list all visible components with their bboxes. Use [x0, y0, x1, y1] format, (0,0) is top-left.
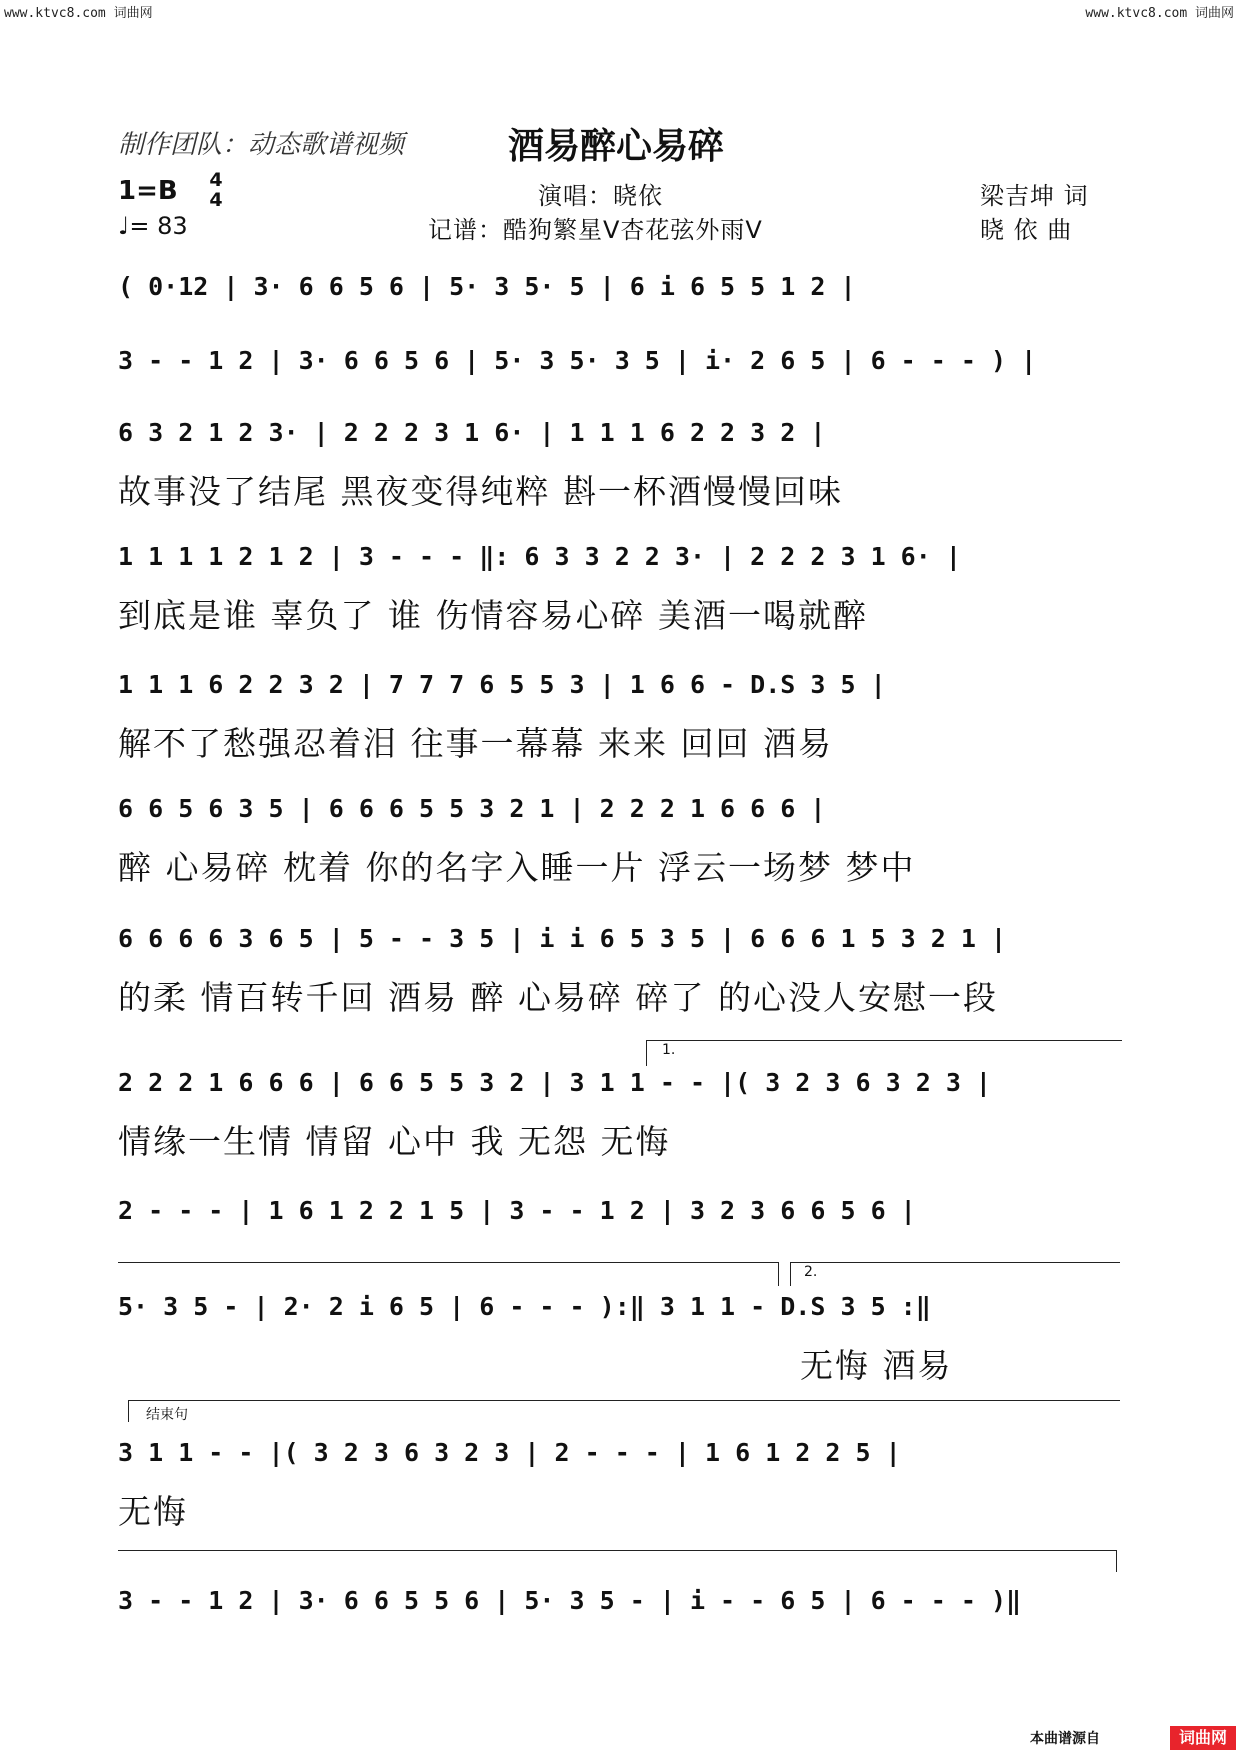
notes-row-7: 6 6 6 6 3 6 5 | 5 - - 3 5 | i i 6 5 3 5 | 6 6 6 1 5 3 2 1 | — [118, 924, 1007, 953]
volta-2-bracket — [790, 1262, 1120, 1263]
notes-row-10: 5· 3 5 - | 2· 2 i 6 5 | 6 - - - ):‖ 3 1 1 - D.S 3 5 :‖ — [118, 1292, 931, 1321]
repeat-bracket-edge — [778, 1262, 779, 1286]
production-credits: 制作团队：动态歌谱视频 — [118, 130, 405, 160]
lyrics-row-3: 故事没了结尾 黑夜变得纯粹 斟一杯酒慢慢回味 — [118, 472, 843, 511]
notes-row-11: 3 1 1 - - |( 3 2 3 6 3 2 3 | 2 - - - | 1 6 1 2 2 5 | — [118, 1438, 901, 1467]
volta-1-bracket-edge — [646, 1040, 647, 1066]
site-watermark-right: www.ktvc8.com 词曲网 — [1085, 6, 1234, 21]
notes-row-9: 2 - - - | 1 6 1 2 2 1 5 | 3 - - 1 2 | 3 2 3 6 6 5 6 | — [118, 1196, 916, 1225]
lyrics-row-4: 到底是谁 辜负了 谁 伤情容易心碎 美酒一喝就醉 — [118, 596, 868, 635]
lyricist: 梁吉坤 词 — [980, 182, 1089, 210]
song-title: 酒易醉心易碎 — [508, 126, 725, 167]
tempo-value: = 83 — [129, 212, 188, 240]
key-signature: 1=B — [118, 176, 178, 206]
final-bracket — [118, 1550, 1116, 1551]
coda-bracket-edge — [128, 1400, 129, 1422]
notes-row-3: 6 3 2 1 2 3· | 2 2 2 3 1 6· | 1 1 1 6 2 2 3 2 | — [118, 418, 826, 447]
coda-label: 结束句 — [146, 1407, 188, 1423]
volta-1-bracket — [646, 1040, 1122, 1041]
volta-2-label: 2. — [804, 1264, 818, 1280]
lyrics-row-6: 醉 心易碎 枕着 你的名字入睡一片 浮云一场梦 梦中 — [118, 848, 916, 887]
time-signature-bottom: 4 — [209, 189, 223, 211]
lyrics-row-7: 的柔 情百转千回 酒易 醉 心易碎 碎了 的心没人安慰一段 — [118, 978, 998, 1017]
lyrics-row-8: 情缘一生情 情留 心中 我 无怨 无悔 — [118, 1122, 671, 1161]
composer: 晓 依 曲 — [980, 216, 1073, 244]
final-bracket-edge — [1116, 1550, 1117, 1572]
notes-row-12: 3 - - 1 2 | 3· 6 6 5 5 6 | 5· 3 5 - | i - - 6 5 | 6 - - - )‖ — [118, 1586, 1022, 1615]
quarter-note-icon: ♩ — [118, 212, 130, 240]
site-watermark-left: www.ktvc8.com 词曲网 — [4, 6, 153, 21]
notes-row-5: 1 1 1 6 2 2 3 2 | 7 7 7 6 5 5 3 | 1 6 6 - D.S 3 5 | — [118, 670, 886, 699]
singer: 演唱：晓依 — [538, 182, 663, 210]
notes-row-2: 3 - - 1 2 | 3· 6 6 5 6 | 5· 3 5· 3 5 | i· 2 6 5 | 6 - - - ) | — [118, 346, 1037, 375]
footer-source: 本曲谱源自 — [1030, 1731, 1100, 1747]
coda-bracket — [128, 1400, 1120, 1401]
lyrics-row-11: 无悔 — [118, 1492, 188, 1531]
volta-2-bracket-edge — [790, 1262, 791, 1286]
notes-row-6: 6 6 5 6 3 5 | 6 6 6 5 5 3 2 1 | 2 2 2 1 6 6 6 | — [118, 794, 826, 823]
notes-row-8: 2 2 2 1 6 6 6 | 6 6 5 5 3 2 | 3 1 1 - - |( 3 2 3 6 3 2 3 | — [118, 1068, 991, 1097]
volta-1-label: 1. — [662, 1042, 676, 1058]
footer-logo: 词曲网 — [1170, 1726, 1236, 1750]
repeat-bracket — [118, 1262, 778, 1263]
transcriber: 记谱：酷狗繁星V杏花弦外雨V — [428, 216, 763, 244]
time-signature — [208, 170, 224, 210]
lyrics-row-10: 无悔 酒易 — [800, 1346, 953, 1385]
notes-row-4: 1 1 1 1 2 1 2 | 3 - - - ‖: 6 3 3 2 2 3· | 2 2 2 3 1 6· | — [118, 542, 961, 571]
lyrics-row-5: 解不了愁强忍着泪 往事一幕幕 来来 回回 酒易 — [118, 724, 833, 763]
time-signature-top: 4 — [209, 169, 223, 191]
tempo-marking — [118, 212, 188, 240]
notes-row-1: ( 0·12 | 3· 6 6 5 6 | 5· 3 5· 5 | 6 i 6 5 5 1 2 | — [118, 272, 856, 301]
